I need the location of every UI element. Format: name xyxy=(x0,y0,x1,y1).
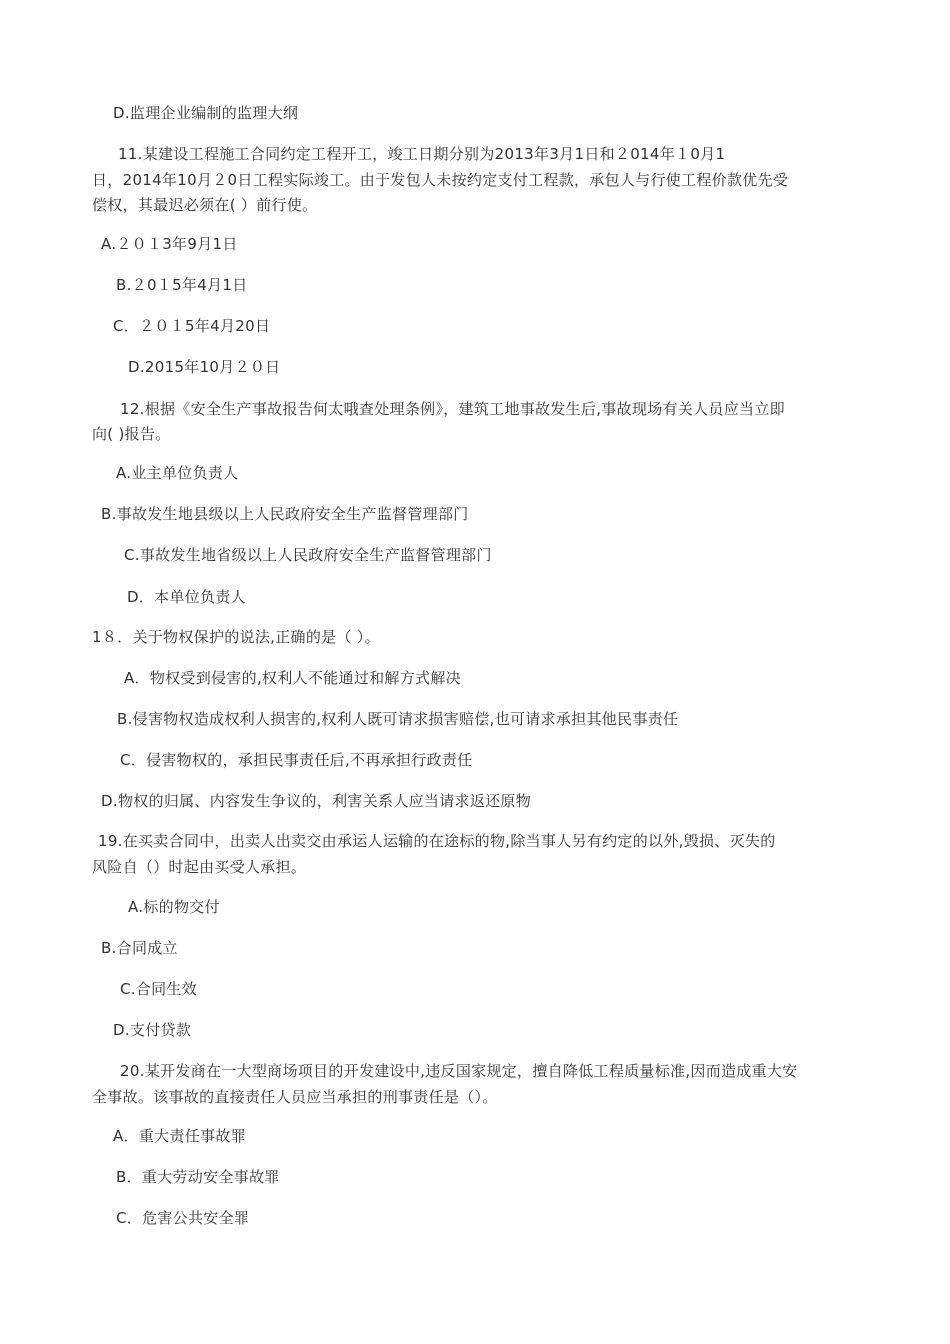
question-18-option-c: C．侵害物权的，承担民事责任后,不再承担行政责任 xyxy=(120,751,473,769)
question-11-line-2: 日，2014年10月２0日工程实际竣工。由于发包人未按约定支付工程款，承包人与行使工程价款优先受 xyxy=(92,171,789,189)
question-12-option-b: B.事故发生地县级以上人民政府安全生产监督管理部门 xyxy=(101,505,469,523)
question-11-option-d: D.2015年10月２０日 xyxy=(128,358,281,376)
question-19-option-b: B.合同成立 xyxy=(101,939,178,957)
question-12-line-2: 向( )报告。 xyxy=(92,425,171,443)
option-d-previous: D.监理企业编制的监理大纲 xyxy=(113,104,299,122)
question-20-line-2: 全事故。该事故的直接责任人员应当承担的刑事责任是（）。 xyxy=(92,1088,498,1106)
question-12-option-a: A.业主单位负责人 xyxy=(116,464,239,482)
question-18-option-a: A．物权受到侵害的,权利人不能通过和解方式解决 xyxy=(124,669,461,687)
question-20-option-c: C．危害公共安全罪 xyxy=(116,1209,250,1227)
question-11-option-c: C．２０１5年4月20日 xyxy=(113,317,271,335)
question-20-option-a: A．重大责任事故罪 xyxy=(113,1127,246,1145)
question-12-option-d: D．本单位负责人 xyxy=(127,588,246,606)
question-12-option-c: C.事故发生地省级以上人民政府安全生产监督管理部门 xyxy=(124,546,492,564)
question-19-option-c: C.合同生效 xyxy=(120,980,198,998)
question-11-line-1: 11.某建设工程施工合同约定工程开工，竣工日期分别为2013年3月1日和２014年１0月1 xyxy=(118,145,726,163)
question-12-line-1: 12.根据《安全生产事故报告何太哦查处理条例》，建筑工地事故发生后,事故现场有关人员应当立即 xyxy=(120,400,785,418)
question-18-option-d: D.物权的归属、内容发生争议的，利害关系人应当请求返还原物 xyxy=(101,792,532,810)
question-11-line-3: 偿权，其最迟必须在( ）前行使。 xyxy=(92,196,318,214)
question-19-line-2: 风险自（）时起由买受人承担。 xyxy=(92,858,307,876)
question-19-line-1: 19.在买卖合同中，出卖人出卖交由承运人运输的在途标的物,除当事人另有约定的以外,毁损、灭失的 xyxy=(98,832,776,850)
question-18-stem: 1８．关于物权保护的说法,正确的是（ ）。 xyxy=(92,628,380,646)
question-19-option-a: A.标的物交付 xyxy=(128,898,220,916)
question-11-option-a: A.２０１3年9月1日 xyxy=(101,235,238,253)
question-19-option-d: D.支付贷款 xyxy=(113,1021,192,1039)
question-20-option-b: B．重大劳动安全事故罪 xyxy=(116,1168,280,1186)
question-20-line-1: 20.某开发商在一大型商场项目的开发建设中,违反国家规定，擅自降低工程质量标准,因而造成重大安 xyxy=(120,1062,798,1080)
question-11-option-b: B.２0１5年4月1日 xyxy=(116,276,248,294)
question-18-option-b: B.侵害物权造成权利人损害的,权利人既可请求损害赔偿,也可请求承担其他民事责任 xyxy=(117,710,679,728)
